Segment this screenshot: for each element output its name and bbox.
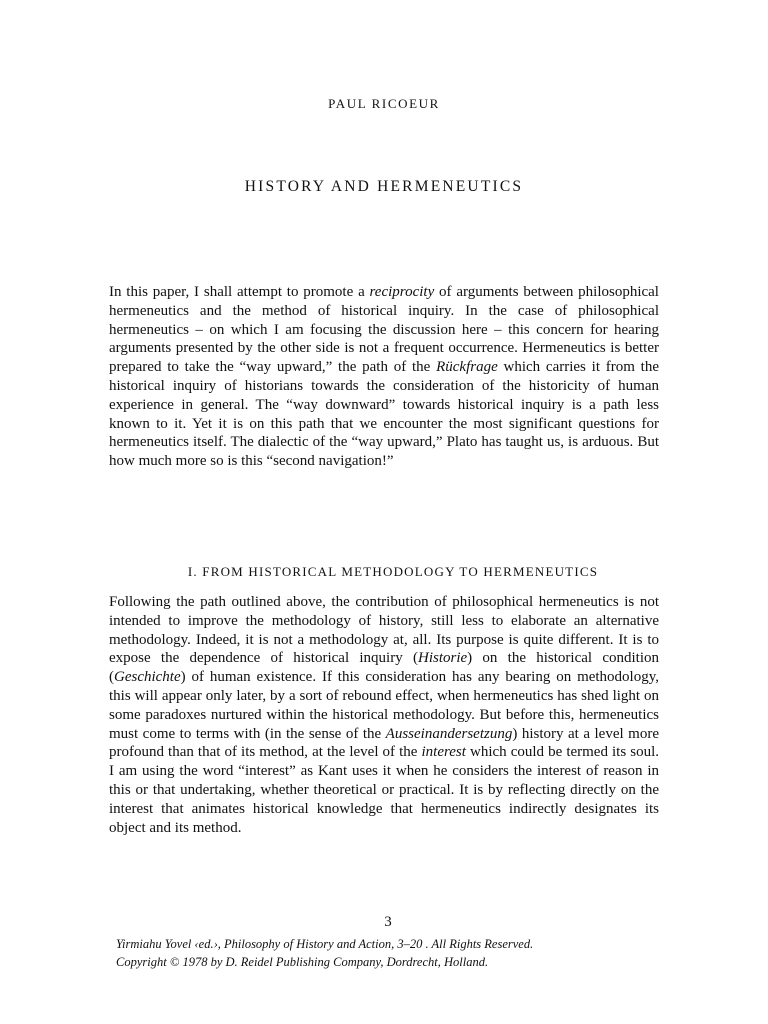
intro-emphasis-ruckfrage: Rückfrage	[436, 359, 498, 376]
copyright-line: Copyright © 1978 by D. Reidel Publishing Company, Dordrecht, Holland.	[116, 955, 489, 969]
section-text-2: ) on the historical condition (	[109, 650, 659, 686]
section-text-5: which could be termed its soul. I am using the word “interest” as Kant uses it when he considers the interest of reason in this or that undertaking, whether theoretical or practical. It is by reflecting directly on the interest that animates historical knowledge that hermeneutics indirectly designates its object and its method.	[109, 744, 660, 836]
section-text-3: ) of human existence. If this consideration has any bearing on methodology, this will appear only later, by a sort of rebound effect, when hermeneutics has shed light on some paradoxes nurtured within the historical methodology. But before this, hermeneutics must come to terms with (in the sense of the	[109, 669, 659, 742]
section-emphasis-geschichte: Geschichte	[114, 669, 181, 686]
section-emphasis-interest: interest	[421, 744, 466, 761]
section-emphasis-historie: Historie	[417, 650, 468, 667]
intro-paragraph	[109, 283, 659, 471]
article-title: HISTORY AND HERMENEUTICS	[244, 178, 524, 195]
intro-text-1: In this paper, I shall attempt to promote a	[109, 284, 370, 300]
intro-text-2: of arguments between philosophical hermeneutics and the method of historical inquiry. In the case of philosophical hermeneutics – on which I am focusing the discussion here – this concern for hearing arguments presented by the other side is not a frequent occurrence. Hermeneutics is better prepared to take the “way upward,” the path of the	[109, 284, 659, 376]
section-emphasis-auseinandersetzung: Ausseinandersetzung	[385, 725, 513, 742]
intro-emphasis-reciprocity: reciprocity	[369, 284, 435, 300]
section-text-4: ) history at a level more profound than that of its method, at the level of the	[109, 725, 659, 761]
section-text-1: Following the path outlined above, the contribution of philosophical hermeneutics is not intended to improve the methodology of history, still less to elaborate an alternative methodology. Indeed, it is not a methodology at, all. Its purpose is quite different. It is to expose the dependence of historical inquiry (	[109, 594, 659, 667]
intro-text-3: which carries it from the historical inquiry of historians towards the consideration of the historicity of human experience in general. The “way downward” towards historical inquiry is a path less known to it. Yet it is on this path that we encounter the most significant questions for hermeneutics itself. The dialectic of the “way upward,” Plato has taught us, is arduous. But how much more so is this “second navigation!”	[109, 359, 659, 470]
section-paragraph	[109, 593, 659, 837]
author-name: PAUL RICOEUR	[328, 96, 440, 111]
citation-line: Yirmiahu Yovel ‹ed.›, Philosophy of History and Action, 3–20 . All Rights Reserved.	[116, 937, 534, 951]
page-number: 3	[384, 914, 392, 930]
section-heading: I. FROM HISTORICAL METHODOLOGY TO HERMENEUTICS	[187, 564, 599, 579]
